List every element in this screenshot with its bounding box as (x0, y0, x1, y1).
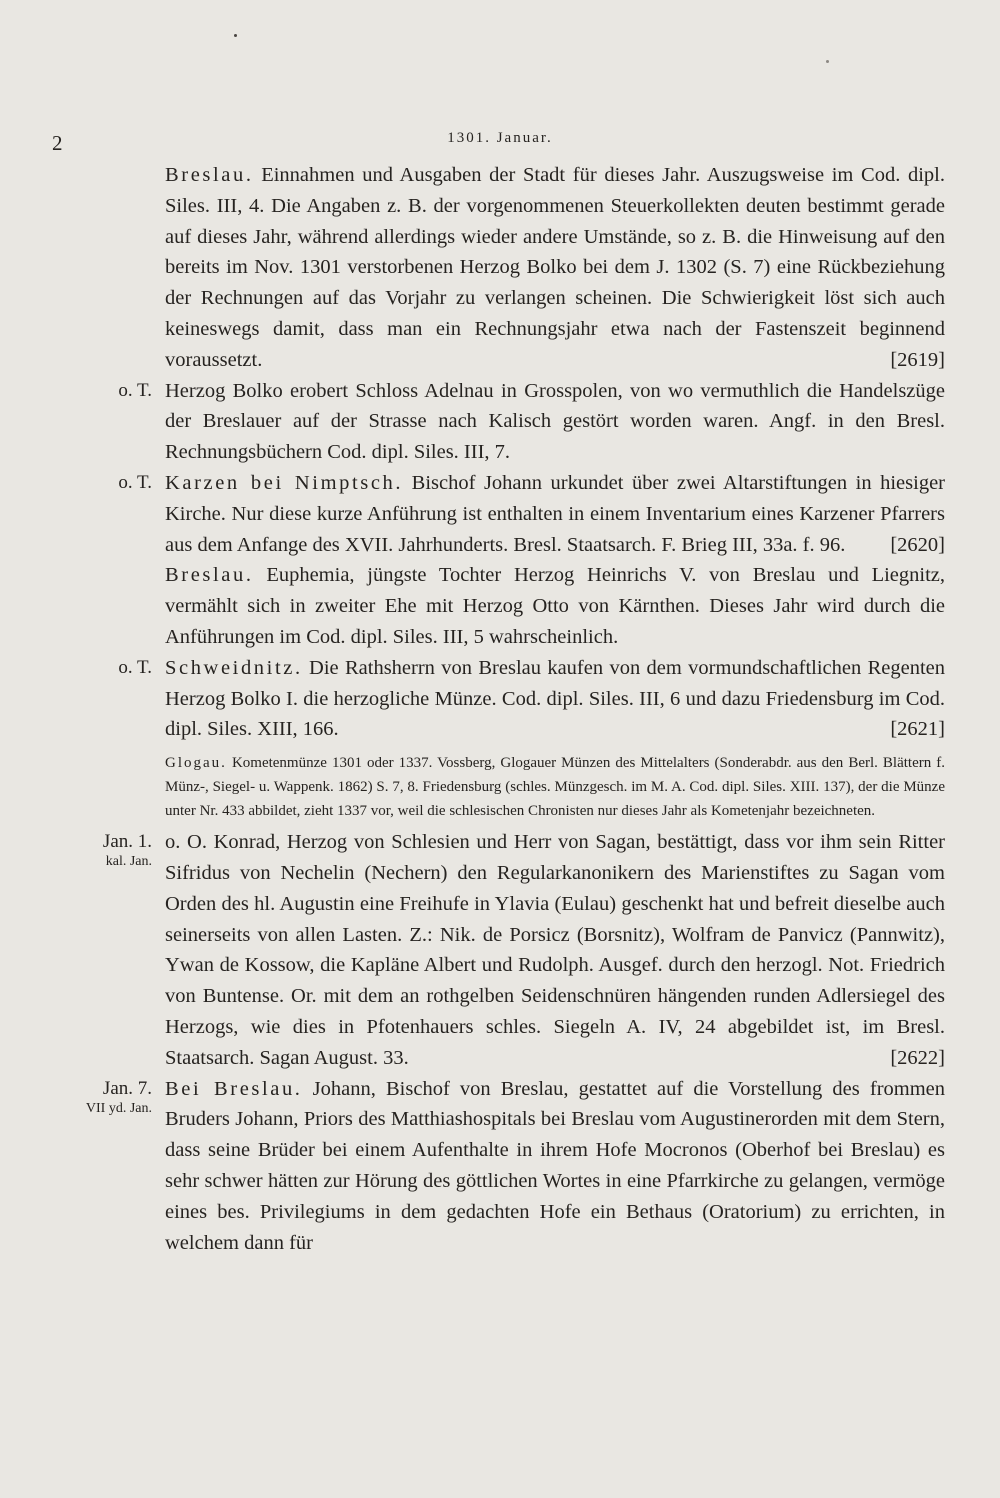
page-number: 2 (52, 131, 63, 155)
entry-ref: [2620] (890, 533, 945, 556)
entry-adelnau (0, 376, 1000, 468)
entry-date-text: o. T. (118, 656, 152, 678)
entry-place: Bei Breslau. (165, 1077, 303, 1100)
entries (0, 160, 1000, 1258)
footnote-glogau (165, 751, 945, 823)
entry-date (60, 827, 152, 869)
entry-body (165, 376, 945, 468)
entry-text: Johann, Bischof von Breslau, gestattet auf die Vorstellung des frommen Bruders Johann, Priors des Matthiashospitals bei Breslau vom Augustinerorden mit dem Stern, dass seine Brüder bei einem Aufenthalte in ihrem Hofe Mocronos (Oberhof bei Breslau) es sehr schwer hätten zur Hörung des göttlichen Wortes in eine Pfarrkirche zu gelangen, vermöge eines bes. Privilegiums in dem gedachten Hofe ein Bethaus (Oratorium) zu errichten, in welchem dann für (165, 1077, 946, 1254)
speck-mark (234, 34, 237, 37)
entry-date (60, 1074, 152, 1116)
entry-ref: [2619] (890, 348, 945, 371)
entry-2622 (0, 827, 1000, 1073)
entry-text: Einnahmen und Ausgaben der Stadt für dieses Jahr. Auszugsweise im Cod. dipl. Siles. III, 4. Die Angaben z. B. der vorgenommenen Steuerkollekten deuten bestimmt gerade auf dieses Jahr, während allerdings wieder andere Umstände, so z. B. die Hinweisung auf den bereits im Nov. 1301 verstorbenen Herzog Bolko bei dem J. 1302 (S. 7) eine Rückbeziehung der Rechnungen auf das Vorjahr zu verlangen scheinen. Die Schwierigkeit löst sich auch keineswegs damit, dass man ein Rechnungsjahr etwa nach der Fastenszeit beginnend voraussetzt. (165, 164, 946, 371)
entry-date-text: Jan. 1. (102, 831, 152, 853)
entry-text: Die Rathsherrn von Breslau kaufen von dem vormundschaftlichen Regenten Herzog Bolko I. die herzogliche Münze. Cod. dipl. Siles. III, 6 und dazu Friedensburg im Cod. dipl. Siles. XIII, 166. (165, 656, 946, 741)
entry-date-text: Jan. 7. (102, 1077, 152, 1099)
entry-ref: [2622] (890, 1046, 945, 1069)
entry-text: Herzog Bolko erobert Schloss Adelnau in Grosspolen, von wo vermuthlich die Handelszüge der Breslauer auf der Strasse nach Kalisch gestört worden waren. Angf. in den Bresl. Rechnungsbüchern Cod. dipl. Siles. III, 7. (165, 379, 945, 464)
note-place: Glogau. (165, 755, 227, 772)
entry-ref: [2621] (890, 718, 945, 741)
entry-place: Breslau. (165, 564, 254, 587)
note-text: Kometenmünze 1301 oder 1337. Vossberg, Glogauer Münzen des Mittelalters (Sonderabdr. aus den Berl. Blättern f. Münz-, Siegel- u. Wappenk. 1862) S. 7, 8. Friedensburg (schles. Münzgesch. im M. A. Cod. dipl. Siles. XIII. 137), der die Münze unter Nr. 433 abbildet, zieht 1337 vor, weil die schlesischen Chronisten nur dieses Jahr als Kometenjahr bezeichneten. (165, 755, 945, 820)
speck-mark (826, 60, 829, 63)
entry-date-sub: VII yd. Jan. (85, 1100, 152, 1116)
entry-place: o. O. (165, 831, 207, 854)
running-head: 1301. Januar. (447, 130, 553, 146)
entry-place: Breslau. (165, 164, 254, 186)
entry-date (60, 376, 152, 406)
entry-date (60, 468, 152, 498)
entry-body (165, 653, 945, 745)
entry-place: Schweidnitz. (165, 656, 303, 679)
entry-date-text: o. T. (118, 471, 152, 493)
entry-date-text: o. T. (118, 379, 152, 401)
entry-text: Konrad, Herzog von Schlesien und Herr von Sagan, bestättigt, dass vor ihm sein Ritter Sifridus von Nechelin (Nechern) den Regularkanonikern des Marienstiftes zu Sagan vom Orden des hl. Augustin eine Freihufe in Ylavia (Eulau) geschenkt hat und befreit dieselbe auch seinerseits von allen Lasten. Z.: Nik. de Porsicz (Borsnitz), Wolfram de Panvicz (Pannwitz), Ywan de Kossow, die Kapläne Albert und Rudolph. Ausgef. durch den herzogl. Not. Friedrich von Buntense. Or. mit dem an rothgelben Seidenschnüren hängenden runden Adlersiegel des Herzogs, wie dies in Pfotenhauers schles. Siegeln A. IV, 24 abgebildet ist, im Bresl. Staatsarch. Sagan August. 33. (165, 831, 946, 1069)
entry-date (60, 653, 152, 683)
entry-euphemia (0, 560, 1000, 652)
entry-2621 (0, 653, 1000, 745)
entry-body (165, 827, 945, 1073)
entry-2619 (0, 160, 1000, 376)
entry-body (165, 560, 945, 652)
entry-body (165, 160, 945, 376)
entry-text: Euphemia, jüngste Tochter Herzog Heinrichs V. von Breslau und Liegnitz, vermählt sich in zweiter Ehe mit Herzog Otto von Kärnthen. Dieses Jahr wird durch die Anführungen im Cod. dipl. Siles. III, 5 wahrscheinlich. (165, 564, 946, 648)
entry-body (165, 468, 945, 560)
entry-2620 (0, 468, 1000, 560)
entry-date-sub: kal. Jan. (105, 854, 152, 870)
entry-body (165, 1074, 945, 1259)
entry-jan-7 (0, 1074, 1000, 1259)
entry-text: Bischof Johann urkundet über zwei Altarstiftungen in hiesiger Kirche. Nur diese kurze Anführung ist enthalten in einem Inventarium eines Karzener Pfarrers aus dem Anfange des XVII. Jahrhunderts. Bresl. Staatsarch. F. Brieg III, 33a. f. 96. (165, 471, 945, 556)
entry-place: Karzen bei Nimptsch. (165, 471, 404, 494)
